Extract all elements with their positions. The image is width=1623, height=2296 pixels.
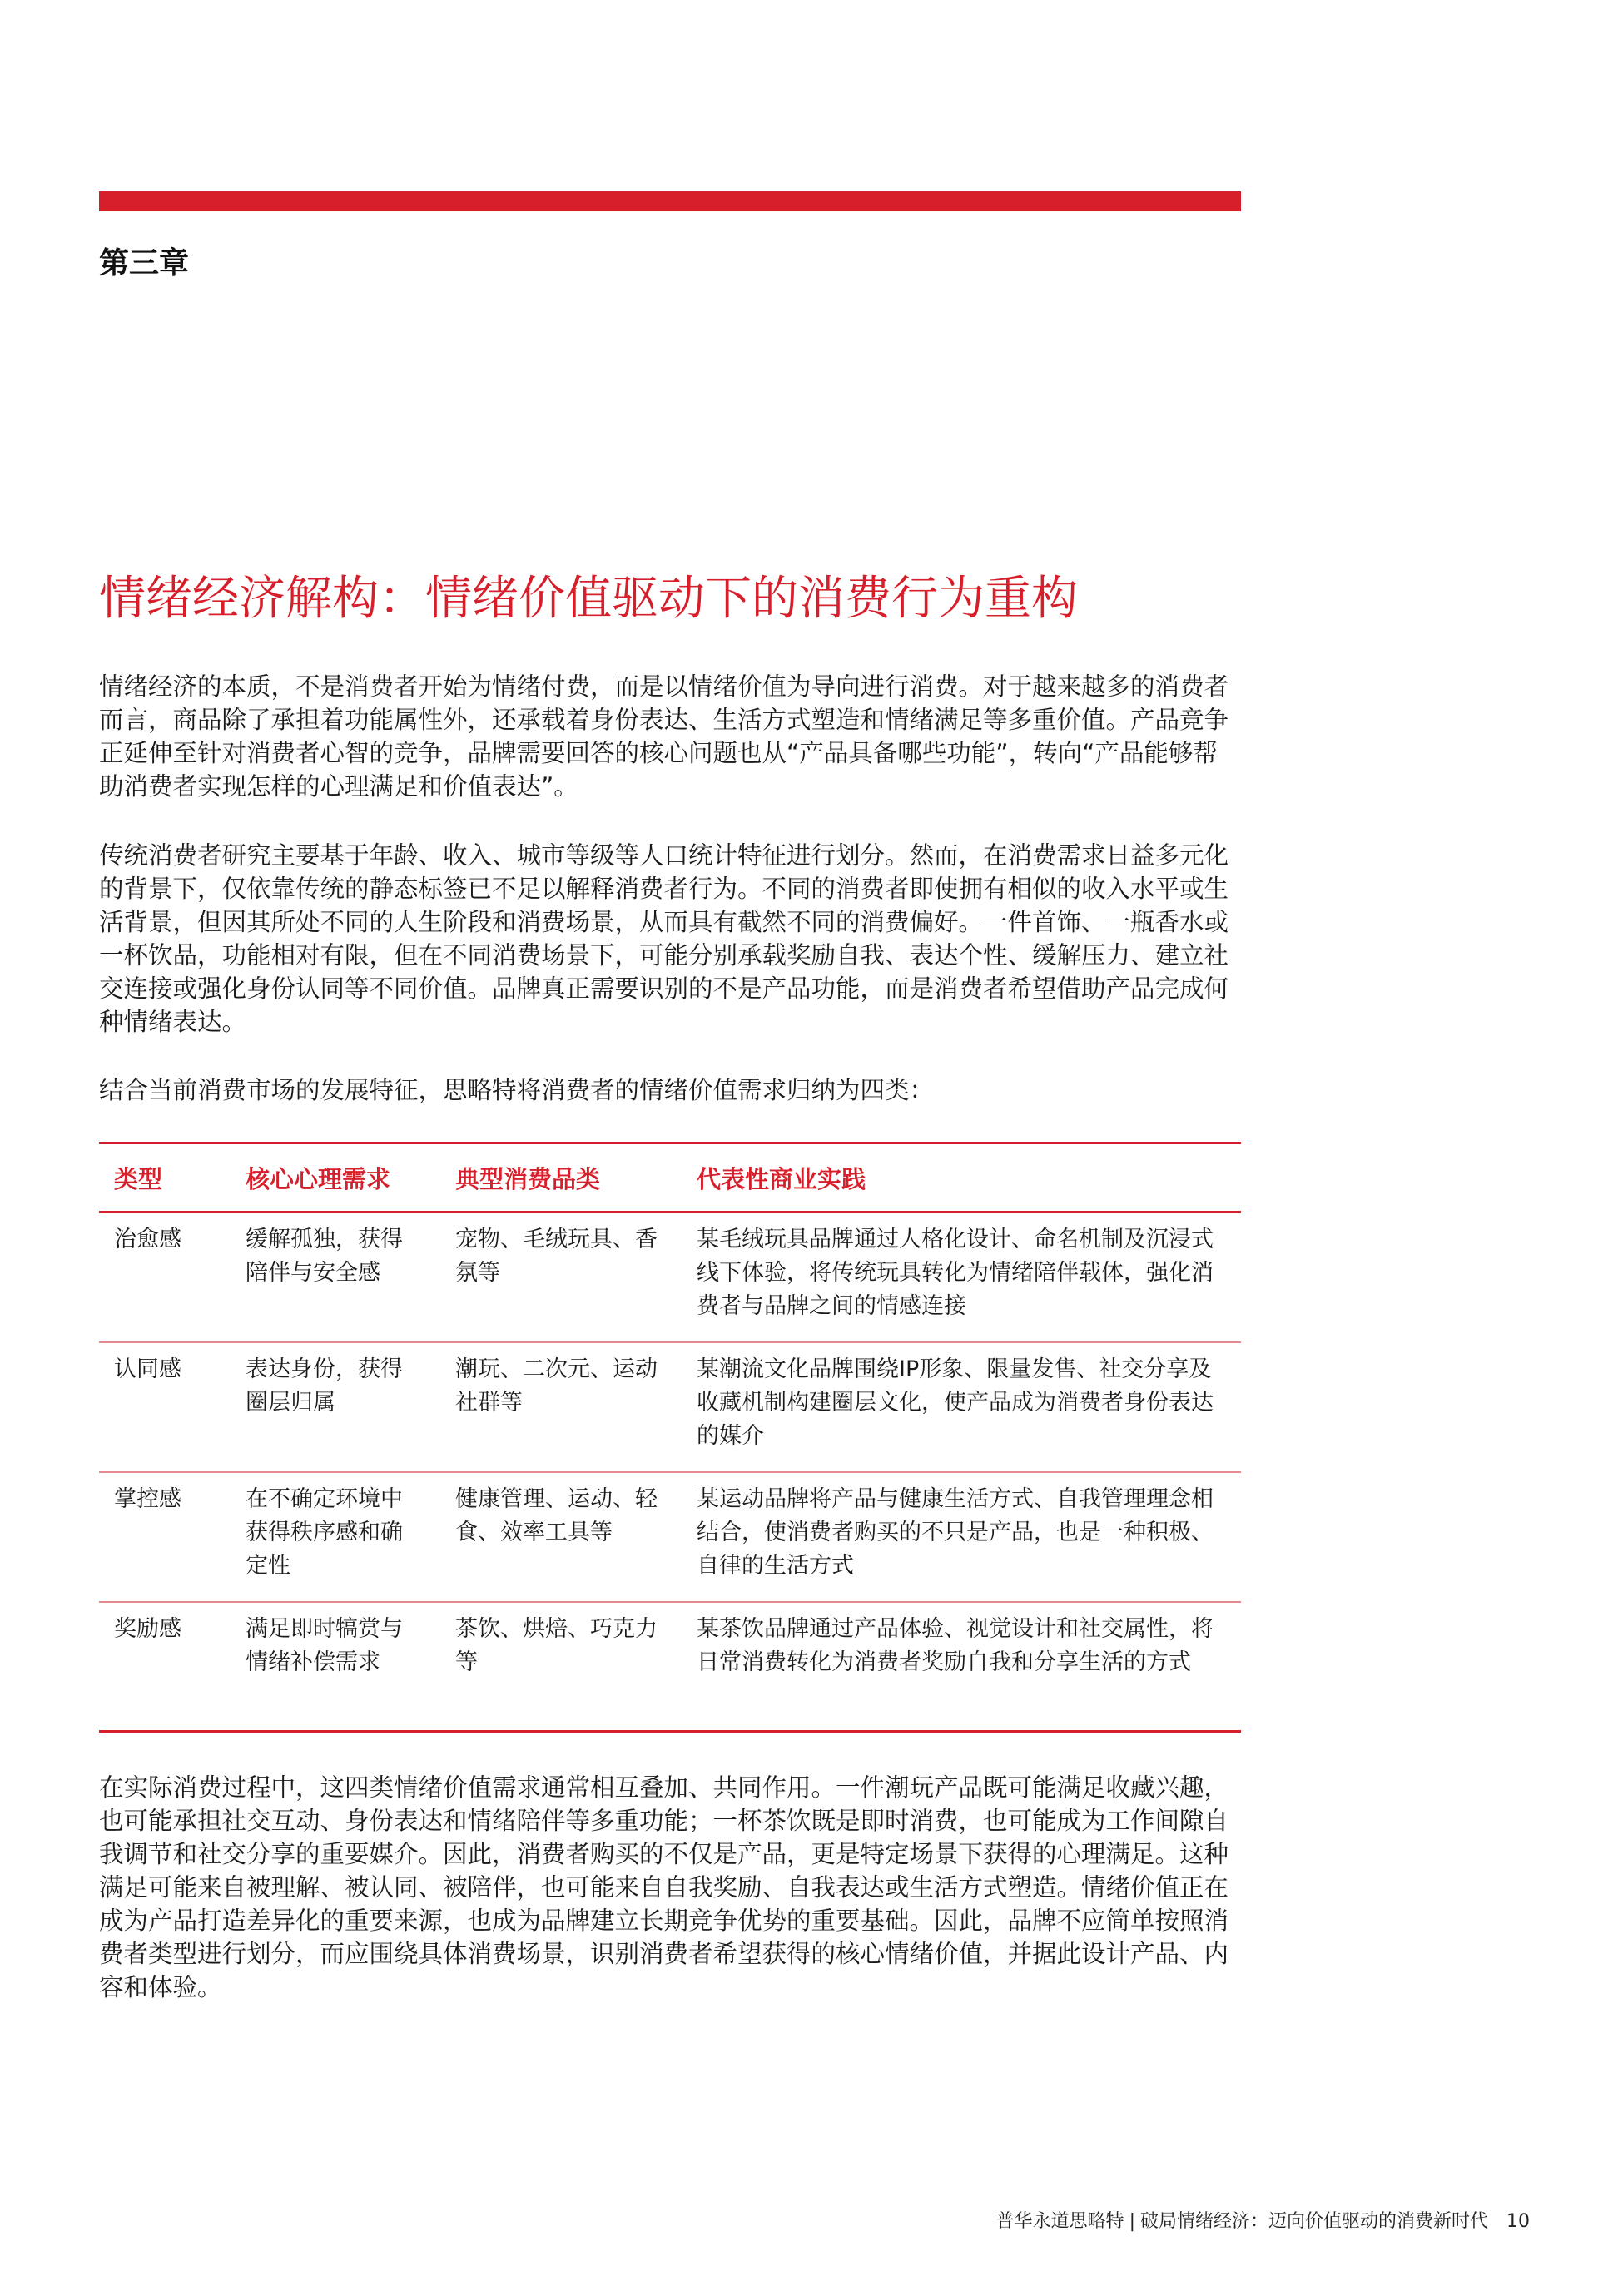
- table-row: [99, 1472, 1241, 1602]
- research-paragraph: 传统消费者研究主要基于年龄、收入、城市等级等人口统计特征进行划分。然而，在消费需求日益多元化的背景下，仅依靠传统的静态标签已不足以解释消费者行为。不同的消费者即使拥有相似的收入水平或生活背景，但因其所处不同的人生阶段和消费场景，从而具有截然不同的消费偏好。一件首饰、一瓶香水或一杯饮品，功能相对有限，但在不同消费场景下，可能分别承载奖励自我、表达个性、缓解压力、建立社交连接或强化身份认同等不同价值。品牌真正需要识别的不是产品功能，而是消费者希望借助产品完成何种情绪表达。: [99, 841, 1229, 1036]
- cell-need: 缓解孤独，获得陪伴与安全感: [246, 1227, 403, 1286]
- cell-category: 茶饮、烘焙、巧克力等: [455, 1615, 658, 1675]
- table-header-row: [99, 1143, 1241, 1212]
- page-footer: [996, 2207, 1530, 2233]
- cell-type: 治愈感: [114, 1227, 181, 1252]
- cell-type: 奖励感: [114, 1615, 181, 1642]
- column-header-practice: 代表性商业实践: [697, 1164, 866, 1193]
- footer-separator: |: [1129, 2211, 1135, 2232]
- table-row: [99, 1602, 1241, 1732]
- table-row: [99, 1342, 1241, 1472]
- cell-type: 认同感: [114, 1356, 181, 1382]
- cell-need: 满足即时犒赏与情绪补偿需求: [246, 1615, 403, 1675]
- page-number: 10: [1506, 2211, 1530, 2232]
- cell-category: 宠物、毛绒玩具、香氛等: [455, 1227, 658, 1286]
- cell-practice: 某潮流文化品牌围绕IP形象、限量发售、社交分享及收藏机制构建圈层文化，使产品成为消费者身份表达的媒介: [697, 1356, 1214, 1449]
- column-header-need: 核心心理需求: [246, 1164, 391, 1193]
- cell-need: 表达身份，获得圈层归属: [246, 1356, 403, 1416]
- cell-category: 潮玩、二次元、运动社群等: [455, 1356, 658, 1416]
- emotional-value-table: [99, 1142, 1241, 1733]
- page-title: 情绪经济解构：情绪价值驱动下的消费行为重构: [99, 572, 1078, 626]
- intro-paragraph: 情绪经济的本质，不是消费者开始为情绪付费，而是以情绪价值为导向进行消费。对于越来越多的消费者而言，商品除了承担着功能属性外，还承载着身份表达、生活方式塑造和情绪满足等多重价值。产品竞争正延伸至针对消费者心智的竞争，品牌需要回答的核心问题也从“产品具备哪些功能”，转向“产品能够帮助消费者实现怎样的心理满足和价值表达”。: [99, 672, 1229, 801]
- footer-publisher: 普华永道思略特: [995, 2211, 1124, 2232]
- footer-report-title: 破局情绪经济：迈向价值驱动的消费新时代: [1139, 2211, 1488, 2232]
- chapter-label: 第三章: [99, 246, 190, 280]
- column-header-type: 类型: [114, 1164, 163, 1193]
- cell-type: 掌控感: [114, 1485, 181, 1512]
- table-lead-paragraph: 结合当前消费市场的发展特征，思略特将消费者的情绪价值需求归纳为四类：: [99, 1076, 935, 1104]
- conclusion-paragraph: 在实际消费过程中，这四类情绪价值需求通常相互叠加、共同作用。一件潮玩产品既可能满足收藏兴趣，也可能承担社交互动、身份表达和情绪陪伴等多重功能；一杯茶饮既是即时消费，也可能成为工作间隙自我调节和社交分享的重要媒介。因此，消费者购买的不仅是产品，更是特定场景下获得的心理满足。这种满足可能来自被理解、被认同、被陪伴，也可能来自自我奖励、自我表达或生活方式塑造。情绪价值正在成为产品打造差异化的重要来源，也成为品牌建立长期竞争优势的重要基础。因此，品牌不应简单按照消费者类型进行划分，而应围绕具体消费场景，识别消费者希望获得的核心情绪价值，并据此设计产品、内容和体验。: [99, 1773, 1229, 2001]
- column-header-category: 典型消费品类: [455, 1164, 601, 1193]
- table-row: [99, 1212, 1241, 1342]
- cell-category: 健康管理、运动、轻食、效率工具等: [455, 1485, 658, 1545]
- cell-practice: 某毛绒玩具品牌通过人格化设计、命名机制及沉浸式线下体验，将传统玩具转化为情绪陪伴载体，强化消费者与品牌之间的情感连接: [697, 1227, 1214, 1319]
- chapter-rule: [99, 191, 1241, 211]
- cell-practice: 某运动品牌将产品与健康生活方式、自我管理理念相结合，使消费者购买的不只是产品，也是一种积极、自律的生活方式: [697, 1485, 1214, 1579]
- cell-practice: 某茶饮品牌通过产品体验、视觉设计和社交属性，将日常消费转化为消费者奖励自我和分享生活的方式: [697, 1615, 1214, 1675]
- cell-need: 在不确定环境中获得秩序感和确定性: [246, 1485, 403, 1579]
